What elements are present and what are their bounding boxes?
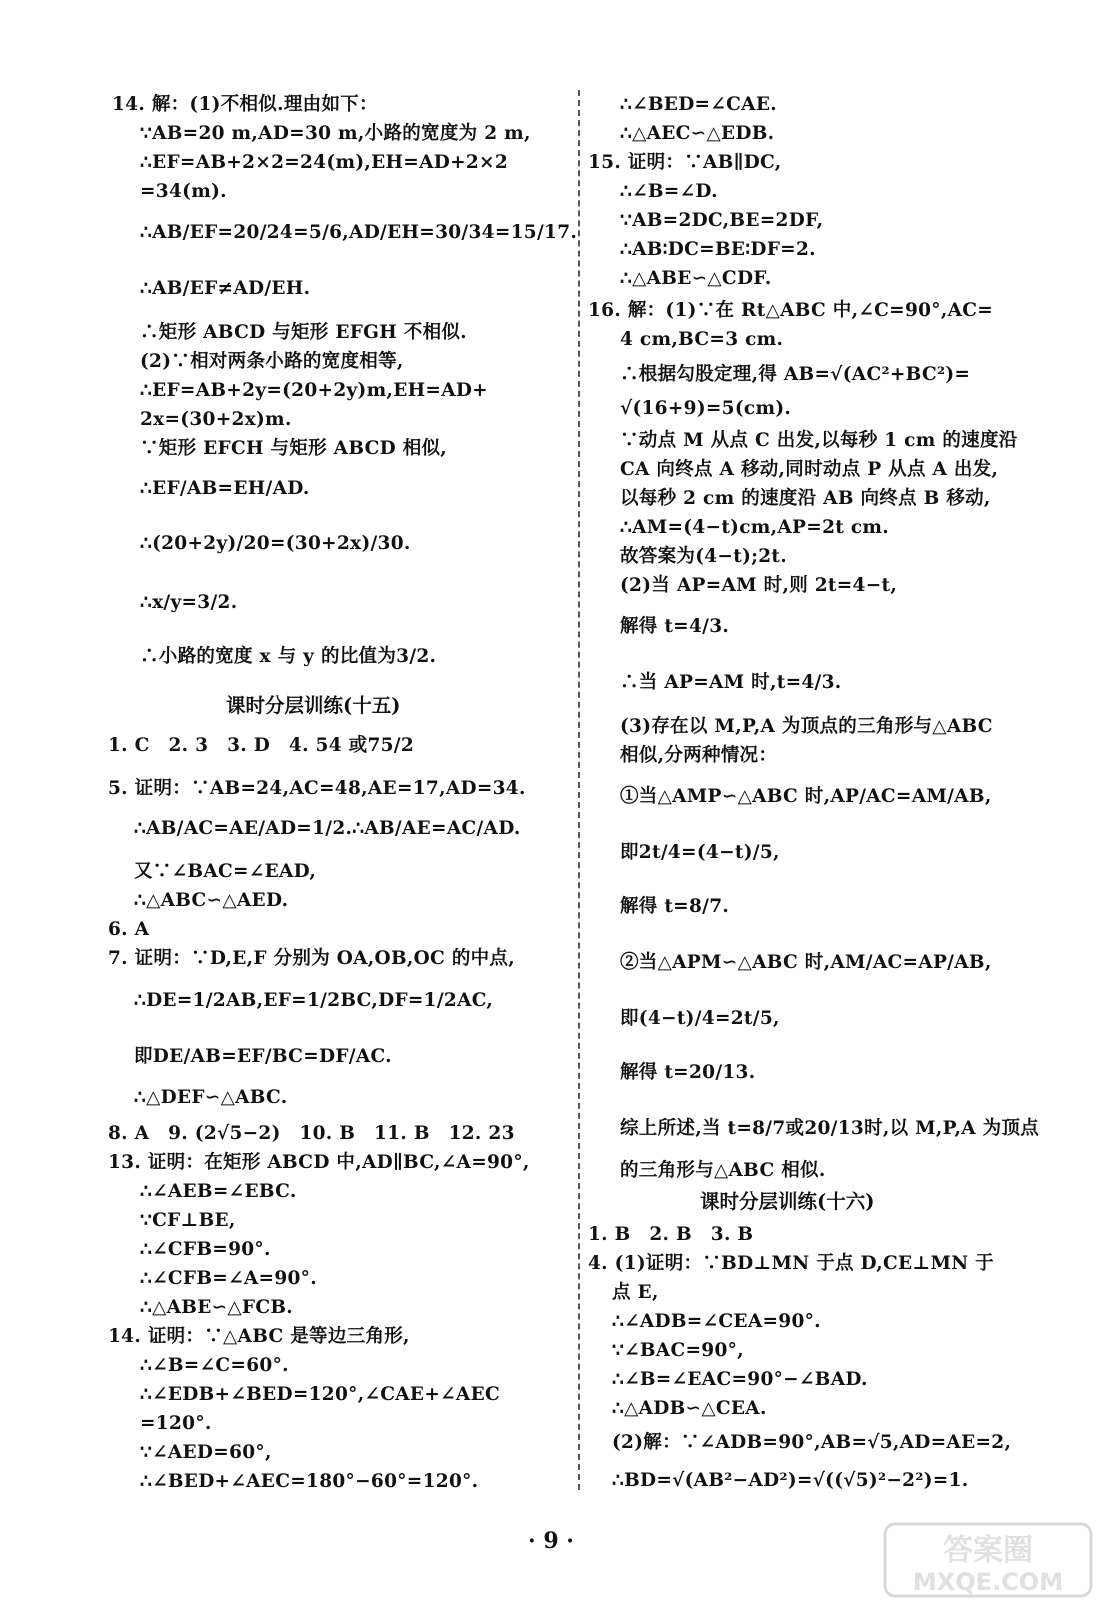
column-divider [578,90,580,1490]
left-line: 13. 证明：在矩形 ABCD 中,AD∥BC,∠A=90°, [108,1152,530,1173]
left-line: ∴AB/AC=AE/AD=1/2.∴AB/AE=AC/AD. [134,818,521,839]
right-line: 即2t/4=(4−t)/5, [620,842,780,863]
left-line: ∴∠CFB=90°. [140,1239,271,1260]
right-line: ∴△ABE∽△CDF. [620,268,772,289]
left-line: ∴DE=1/2AB,EF=1/2BC,DF=1/2AC, [134,990,494,1011]
right-line: ②当△APM∽△ABC 时,AM/AC=AP/AB, [620,952,992,973]
right-line: 即(4−t)/4=2t/5, [620,1008,780,1029]
right-line: 以每秒 2 cm 的速度沿 AB 向终点 B 移动, [620,488,991,509]
left-line: ∴△ABC∽△AED. [134,890,289,911]
left-line: (2)∵相对两条小路的宽度相等, [140,351,404,372]
left-line: ∵∠AED=60°, [140,1442,272,1463]
right-line: ∴∠ADB=∠CEA=90°. [612,1311,821,1332]
right-line: 解得 t=4/3. [620,616,730,637]
right-line: 的三角形与△ABC 相似. [620,1160,826,1181]
right-line: ∴根据勾股定理,得 AB=√(AC²+BC²)= [620,364,971,385]
right-line: ∴当 AP=AM 时,t=4/3. [620,672,842,693]
section-heading: 课时分层训练(十五) [226,694,401,717]
left-line: ∴△DEF∽△ABC. [134,1087,288,1108]
left-line: =34(m). [140,181,227,202]
right-line: ∴△AEC∽△EDB. [620,123,775,144]
right-line: ∴AB∶DC=BE∶DF=2. [620,239,816,260]
left-line: 1. C 2. 3 3. D 4. 54 或75/2 [108,735,415,756]
right-line: 相似,分两种情况： [620,745,778,766]
right-line: (2)解：∵∠ADB=90°,AB=√5,AD=AE=2, [612,1432,1012,1453]
watermark-logo [883,1520,1093,1600]
right-line: ∴BD=√(AB²−AD²)=√((√5)²−2²)=1. [612,1470,969,1491]
left-line: ∴EF=AB+2×2=24(m),EH=AD+2×2 [140,152,509,173]
left-line: ∴∠BED+∠AEC=180°−60°=120°. [140,1471,479,1492]
left-line: ∴小路的宽度 x 与 y 的比值为3/2. [140,646,437,667]
left-line: 8. A 9. (2√5−2) 10. B 11. B 12. 23 [108,1123,515,1144]
right-line: ∵∠BAC=90°, [612,1340,744,1361]
right-line: 解得 t=20/13. [620,1062,756,1083]
left-line: ∴∠EDB+∠BED=120°,∠CAE+∠AEC [140,1384,501,1405]
left-line: 即DE/AB=EF/BC=DF/AC. [134,1046,392,1067]
right-line: 故答案为(4−t);2t. [620,546,788,567]
right-line: 15. 证明：∵AB∥DC, [588,152,782,173]
right-line: 点 E, [612,1282,659,1303]
svg-text:MXQE.COM: MXQE.COM [912,1568,1064,1596]
left-line: 7. 证明：∵D,E,F 分别为 OA,OB,OC 的中点, [108,948,515,969]
section-heading: 课时分层训练(十六) [700,1190,875,1213]
left-line: ∵矩形 EFCH 与矩形 ABCD 相似, [140,438,448,459]
left-line: ∴∠AEB=∠EBC. [140,1181,297,1202]
left-line: 又∵∠BAC=∠EAD, [134,861,317,882]
right-line: ∴∠B=∠D. [620,181,718,202]
left-line: ∴x/y=3/2. [140,592,238,613]
right-line: √(16+9)=5(cm). [620,398,792,419]
right-line: ①当△AMP∽△ABC 时,AP/AC=AM/AB, [620,786,992,807]
left-line: ∴EF=AB+2y=(20+2y)m,EH=AD+ [140,380,488,401]
left-line: ∴AB/EF≠AD/EH. [140,278,311,299]
left-line: 6. A [108,919,150,940]
right-line: ∴∠BED=∠CAE. [620,94,777,115]
left-line: ∴△ABE∽△FCB. [140,1297,294,1318]
right-line: ∴∠B=∠EAC=90°−∠BAD. [612,1369,868,1390]
left-line: ∴矩形 ABCD 与矩形 EFGH 不相似. [140,322,467,343]
left-line: ∴∠CFB=∠A=90°. [140,1268,317,1289]
right-line: 综上所述,当 t=8/7或20/13时,以 M,P,A 为顶点 [620,1118,1040,1139]
left-line: ∴EF/AB=EH/AD. [140,478,310,499]
right-line: ∵动点 M 从点 C 出发,以每秒 1 cm 的速度沿 [620,430,1018,451]
right-line: (3)存在以 M,P,A 为顶点的三角形与△ABC [620,716,993,737]
left-line: 2x=(30+2x)m. [140,409,292,430]
right-line: (2)当 AP=AM 时,则 2t=4−t, [620,575,898,596]
right-line: 4. (1)证明：∵BD⊥MN 于点 D,CE⊥MN 于 [588,1253,994,1274]
left-line: ∴∠B=∠C=60°. [140,1355,289,1376]
left-line: 5. 证明：∵AB=24,AC=48,AE=17,AD=34. [108,778,526,799]
right-line: 解得 t=8/7. [620,896,730,917]
svg-text:答案圈: 答案圈 [943,1533,1033,1568]
left-line: ∵CF⊥BE, [140,1210,236,1231]
left-line: 14. 证明：∵△ABC 是等边三角形, [108,1326,410,1347]
page-number: · 9 · [528,1528,574,1554]
right-line: ∵AB=2DC,BE=2DF, [620,210,824,231]
left-line: ∵AB=20 m,AD=30 m,小路的宽度为 2 m, [140,123,531,144]
left-line: =120°. [140,1413,212,1434]
right-line: ∴AM=(4−t)cm,AP=2t cm. [620,517,890,538]
left-line: 14. 解：(1)不相似.理由如下： [112,94,378,115]
left-line: ∴AB/EF=20/24=5/6,AD/EH=30/34=15/17. [140,222,578,243]
right-line: 1. B 2. B 3. B [588,1224,754,1245]
right-line: CA 向终点 A 移动,同时动点 P 从点 A 出发, [620,459,999,480]
left-line: ∴(20+2y)/20=(30+2x)/30. [140,533,411,554]
right-line: ∴△ADB∽△CEA. [612,1398,767,1419]
right-line: 16. 解：(1)∵在 Rt△ABC 中,∠C=90°,AC= [588,300,994,321]
right-line: 4 cm,BC=3 cm. [620,329,784,350]
